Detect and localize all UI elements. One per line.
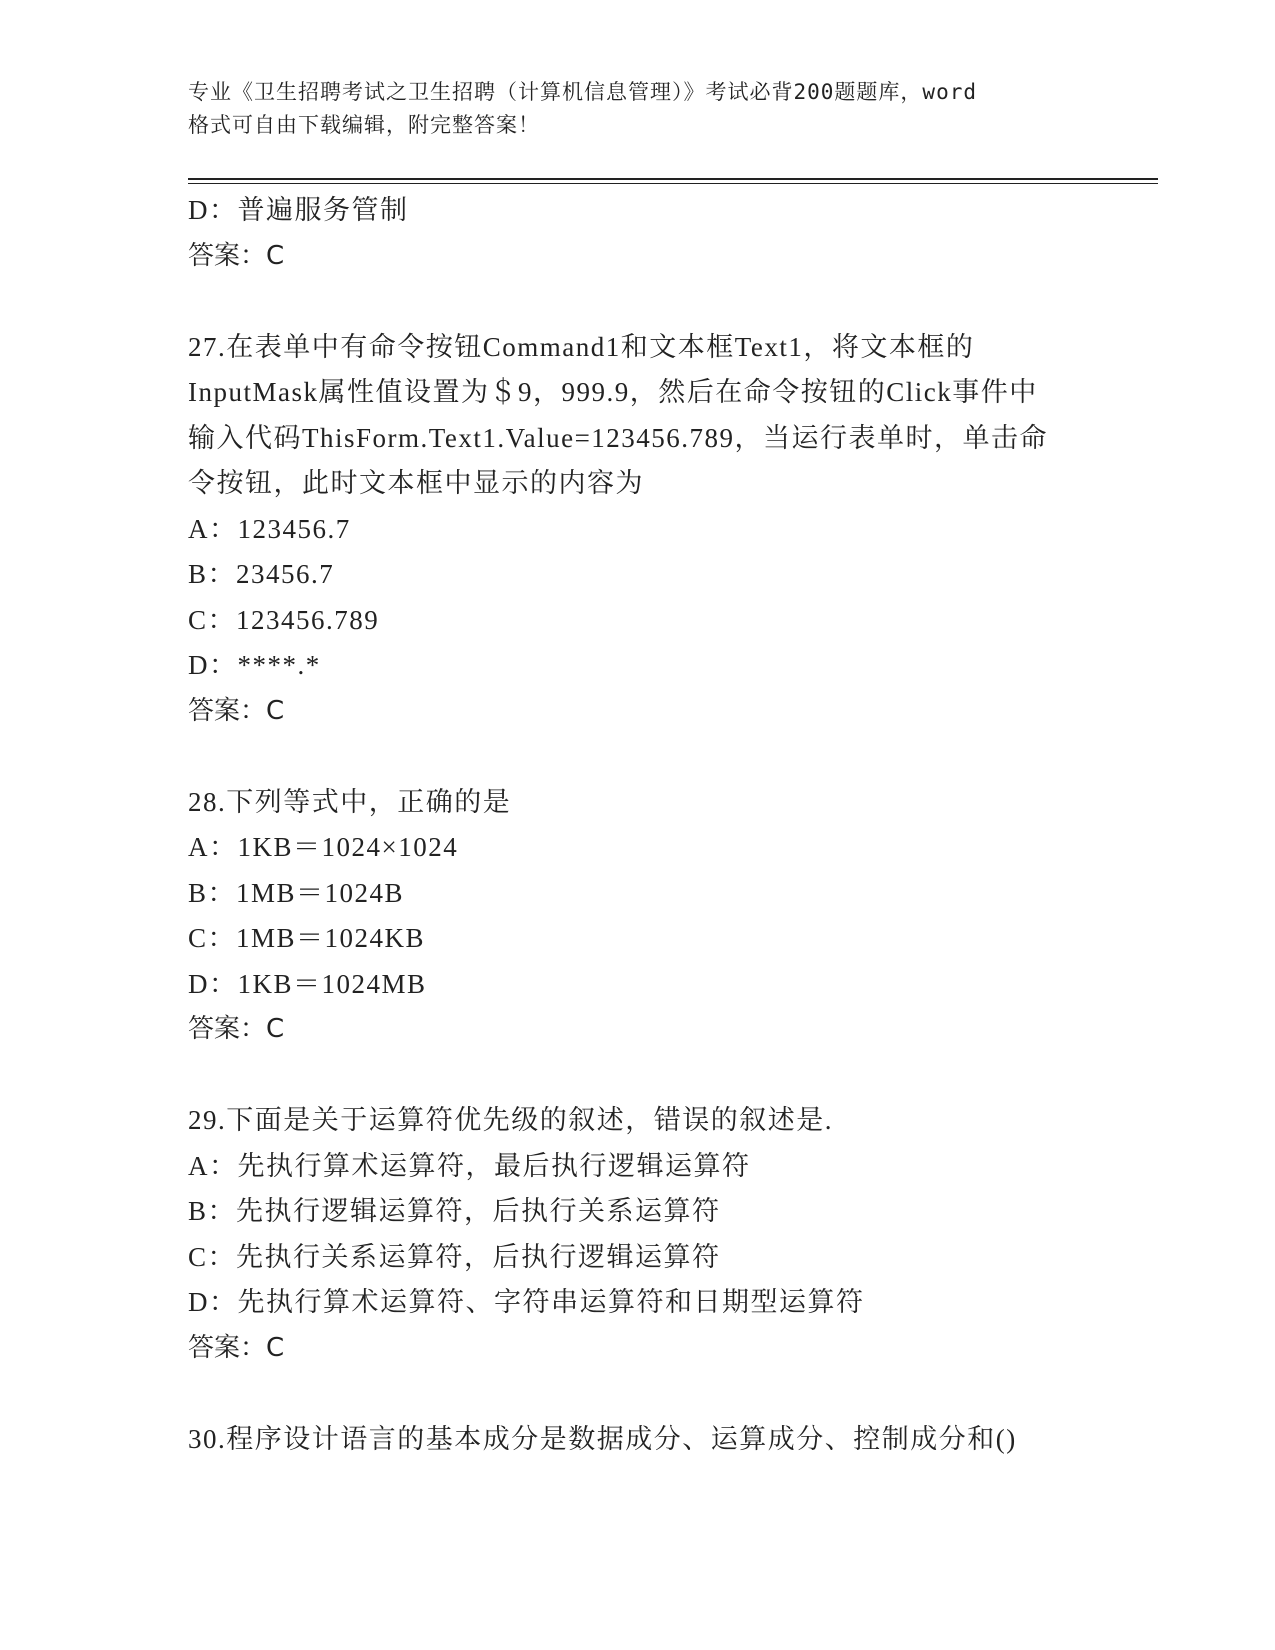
option-b: B：23456.7 bbox=[188, 559, 335, 589]
question-30 bbox=[188, 1417, 1148, 1463]
header-line-1: 专业《卫生招聘考试之卫生招聘（计算机信息管理）》考试必背200题题库，word bbox=[188, 80, 977, 104]
option-a: A：123456.7 bbox=[188, 513, 351, 544]
question-stem-line: 29.下面是关于运算符优先级的叙述，错误的叙述是. bbox=[188, 1105, 833, 1135]
spacer bbox=[188, 279, 1148, 325]
option-a: A：1KB＝1024×1024 bbox=[188, 832, 459, 862]
answer-line: 答案：C bbox=[188, 240, 285, 271]
option-c: C：1MB＝1024KB bbox=[188, 923, 426, 953]
header-line-2: 格式可自由下载编辑，附完整答案！ bbox=[188, 113, 540, 137]
spacer bbox=[188, 1053, 1148, 1099]
option-d: D：普遍服务管制 bbox=[188, 195, 409, 225]
header-divider-thick bbox=[188, 178, 1158, 180]
spacer bbox=[188, 734, 1148, 780]
option-b: B：先执行逻辑运算符，后执行关系运算符 bbox=[188, 1196, 721, 1226]
option-d: D：先执行算术运算符、字符串运算符和日期型运算符 bbox=[188, 1287, 865, 1317]
question-stem-line: InputMask属性值设置为＄9，999.9，然后在命令按钮的Click事件中 bbox=[188, 377, 1038, 407]
answer-line: 答案：C bbox=[188, 1014, 285, 1044]
option-c: C：123456.789 bbox=[188, 604, 380, 635]
question-stem-line: 30.程序设计语言的基本成分是数据成分、运算成分、控制成分和() bbox=[188, 1423, 1017, 1454]
option-d: D：1KB＝1024MB bbox=[188, 968, 427, 999]
answer-line: 答案：C bbox=[188, 1332, 285, 1363]
question-stem-line: 令按钮，此时文本框中显示的内容为 bbox=[188, 468, 644, 498]
question-stem-line: 输入代码ThisForm.Text1.Value=123456.789，当运行表单时，单击命 bbox=[188, 422, 1049, 453]
question-26-tail bbox=[188, 188, 1148, 279]
option-c: C：先执行关系运算符，后执行逻辑运算符 bbox=[188, 1241, 721, 1272]
document-body bbox=[188, 188, 1148, 1462]
option-a: A：先执行算术运算符，最后执行逻辑运算符 bbox=[188, 1150, 751, 1181]
question-28 bbox=[188, 780, 1148, 1053]
option-d: D：****.* bbox=[188, 650, 321, 680]
spacer bbox=[188, 1371, 1148, 1417]
question-27 bbox=[188, 325, 1148, 735]
question-29 bbox=[188, 1098, 1148, 1371]
option-b: B：1MB＝1024B bbox=[188, 877, 405, 908]
answer-line: 答案：C bbox=[188, 695, 285, 726]
question-stem-line: 28.下列等式中，正确的是 bbox=[188, 786, 512, 817]
question-stem-line: 27.在表单中有命令按钮Command1和文本框Text1，将文本框的 bbox=[188, 331, 975, 362]
page-header bbox=[188, 76, 1088, 142]
header-divider-thin bbox=[188, 183, 1158, 184]
